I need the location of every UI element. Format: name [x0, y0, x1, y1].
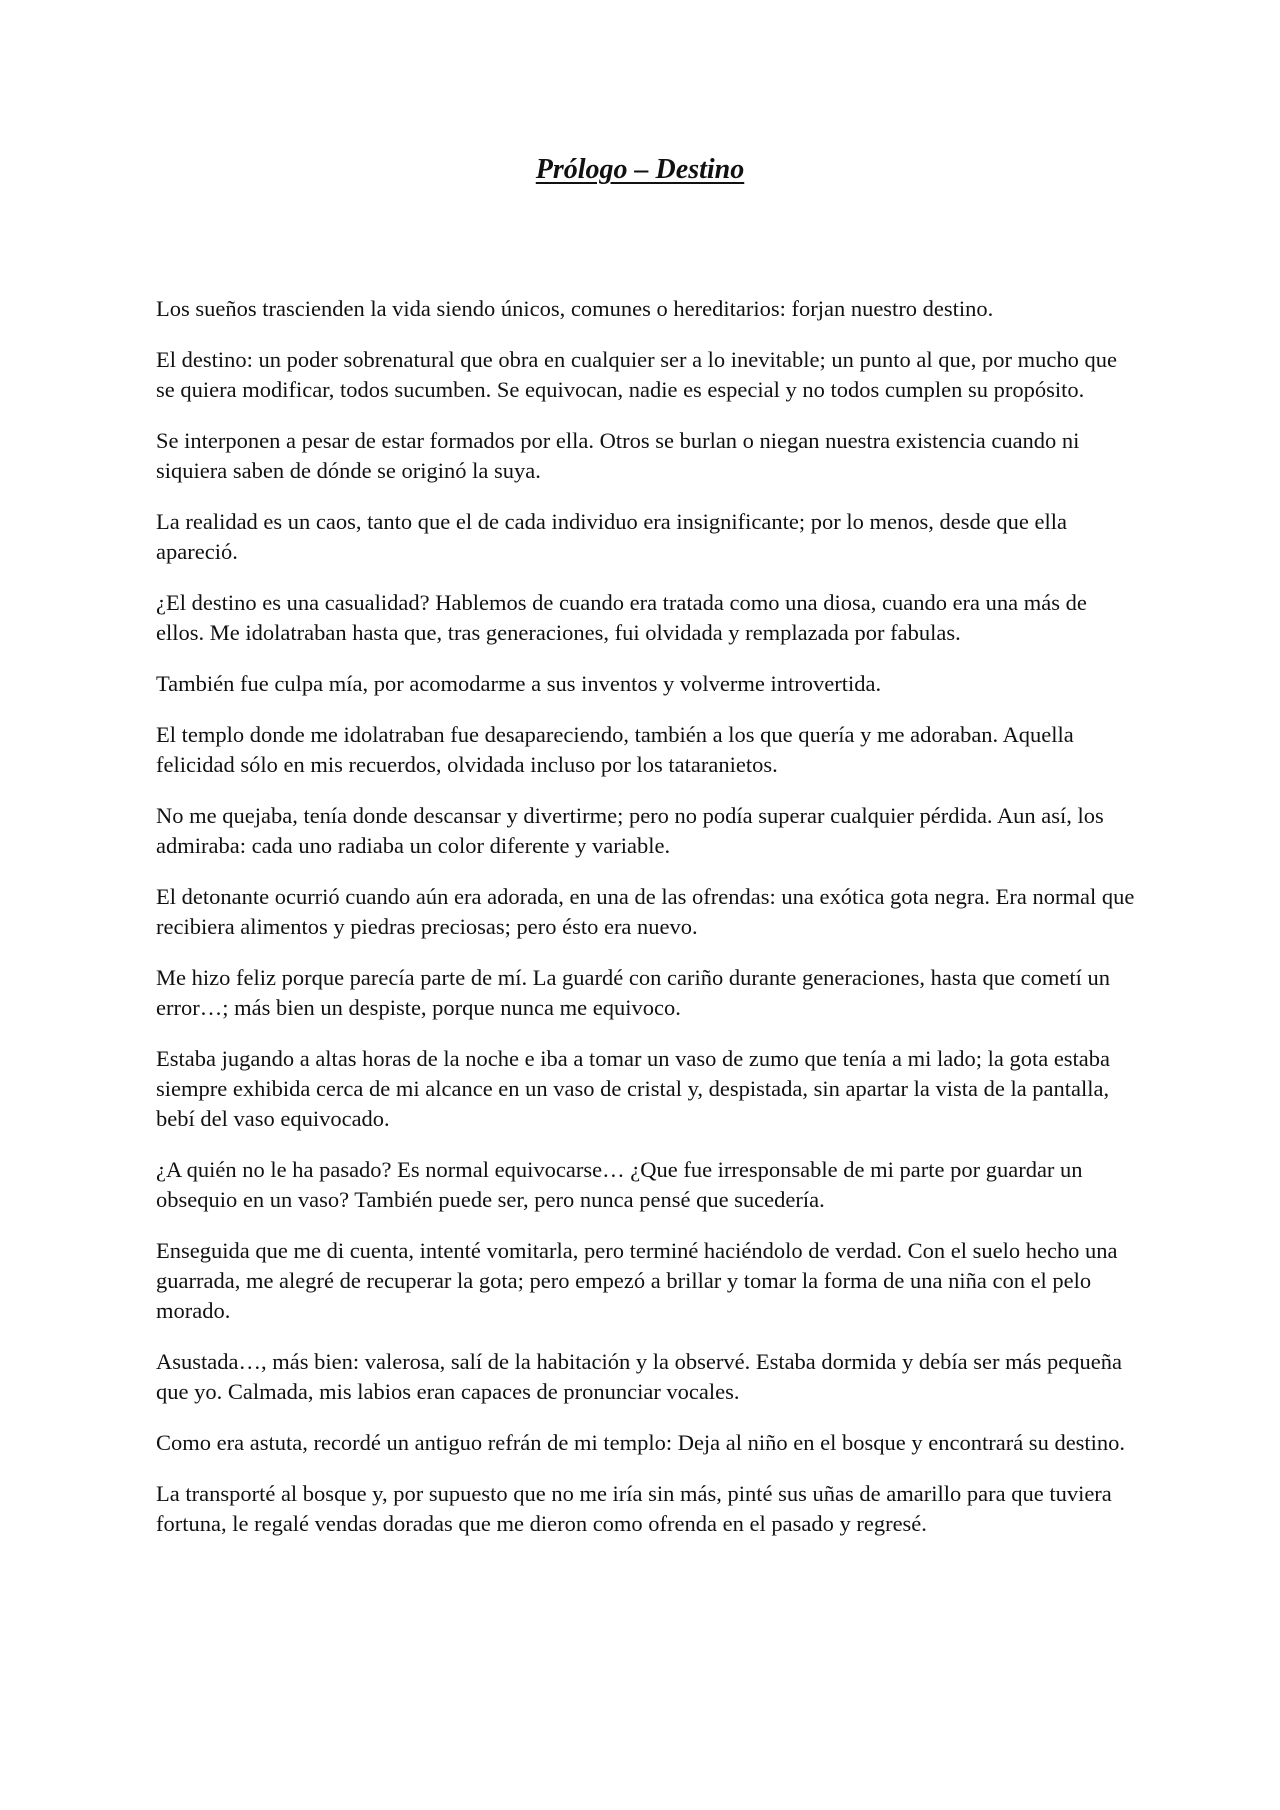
- paragraph-8: No me quejaba, tenía donde descansar y divertirme; pero no podía superar cualquier pérdida. Aun así, los admiraba: cada uno radiaba un color diferente y variable.: [156, 803, 1104, 858]
- page-title: Prólogo – Destino: [535, 154, 745, 185]
- paragraph-2: El destino: un poder sobrenatural que obra en cualquier ser a lo inevitable; un punto al que, por mucho que se quiera modificar, todos sucumben. Se equivocan, nadie es especial y no todos cumplen su propósito.: [156, 347, 1117, 402]
- paragraph-7: El templo donde me idolatraban fue desapareciendo, también a los que quería y me adoraban. Aquella felicidad sólo en mis recuerdos, olvidada incluso por los tataranietos.: [156, 722, 1074, 777]
- paragraph-13: Enseguida que me di cuenta, intenté vomitarla, pero terminé haciéndolo de verdad. Con el suelo hecho una guarrada, me alegré de recuperar la gota; pero empezó a brillar y tomar la forma de una niña con el pelo morado.: [156, 1238, 1118, 1323]
- body-text: [156, 294, 1136, 1560]
- paragraph-1: Los sueños trascienden la vida siendo únicos, comunes o hereditarios: forjan nuestro destino.: [156, 296, 994, 321]
- paragraph-4: La realidad es un caos, tanto que el de cada individuo era insignificante; por lo menos, desde que ella apareció.: [156, 509, 1067, 564]
- paragraph-12: ¿A quién no le ha pasado? Es normal equivocarse… ¿Que fue irresponsable de mi parte por guardar un obsequio en un vaso? También puede ser, pero nunca pensé que sucedería.: [156, 1157, 1083, 1212]
- paragraph-10: Me hizo feliz porque parecía parte de mí. La guardé con cariño durante generaciones, hasta que cometí un error…; más bien un despiste, porque nunca me equivoco.: [156, 965, 1110, 1020]
- paragraph-14: Asustada…, más bien: valerosa, salí de la habitación y la observé. Estaba dormida y debía ser más pequeña que yo. Calmada, mis labios eran capaces de pronunciar vocales.: [156, 1349, 1122, 1404]
- paragraph-3: Se interponen a pesar de estar formados por ella. Otros se burlan o niegan nuestra existencia cuando ni siquiera saben de dónde se originó la suya.: [156, 428, 1080, 483]
- paragraph-16: La transporté al bosque y, por supuesto que no me iría sin más, pinté sus uñas de amarillo para que tuviera fortuna, le regalé vendas doradas que me dieron como ofrenda en el pasado y regresé.: [156, 1481, 1112, 1536]
- paragraph-5: ¿El destino es una casualidad? Hablemos de cuando era tratada como una diosa, cuando era una más de ellos. Me idolatraban hasta que, tras generaciones, fui olvidada y remplazada por fabulas.: [156, 590, 1087, 645]
- paragraph-11: Estaba jugando a altas horas de la noche e iba a tomar un vaso de zumo que tenía a mi lado; la gota estaba siempre exhibida cerca de mi alcance en un vaso de cristal y, despistada, sin apartar la vista de la pantalla, bebí del vaso equivocado.: [156, 1046, 1111, 1131]
- paragraph-9: El detonante ocurrió cuando aún era adorada, en una de las ofrendas: una exótica gota negra. Era normal que recibiera alimentos y piedras preciosas; pero ésto era nuevo.: [156, 884, 1135, 939]
- paragraph-15: Como era astuta, recordé un antiguo refrán de mi templo: Deja al niño en el bosque y encontrará su destino.: [156, 1430, 1126, 1455]
- paragraph-6: También fue culpa mía, por acomodarme a sus inventos y volverme introvertida.: [156, 671, 882, 696]
